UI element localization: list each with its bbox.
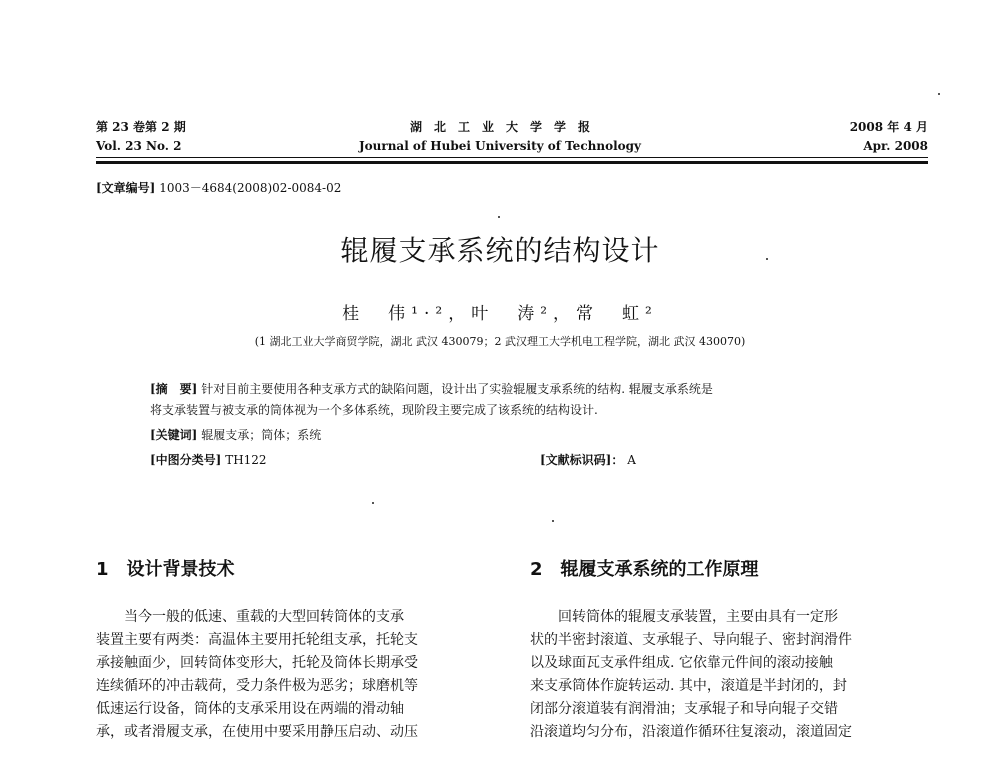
scan-speck <box>766 258 768 260</box>
scan-speck <box>938 93 940 95</box>
section-2-line: 回转筒体的辊履支承装置，主要由具有一定形 <box>530 609 838 625</box>
keywords <box>150 426 321 444</box>
scan-speck <box>552 520 554 522</box>
section-2-line: 以及球面瓦支承件组成. 它依靠元件间的滚动接触 <box>530 655 833 671</box>
keywords-label: [关键词] <box>150 428 198 442</box>
section-2-line: 闭部分滚道装有润滑油；支承辊子和导向辊子交错 <box>530 701 838 717</box>
clc-number <box>150 451 267 469</box>
document-code-label: [文献标识码]： <box>540 453 624 467</box>
section-2-line: 沿滚道均匀分布，沿滚道作循环往复滚动，滚道固定 <box>530 724 852 740</box>
section-1-line: 装置主要有两类：高温体主要用托轮组支承，托轮支 <box>96 632 418 648</box>
section-1-heading: 1 设计背景技术 <box>96 559 235 580</box>
document-code <box>540 451 636 469</box>
paper-title: 辊履支承系统的结构设计 <box>340 234 660 267</box>
section-1-line: 承，或者滑履支承，在使用中要采用静压启动、动压 <box>96 724 418 740</box>
article-number-label: [文章编号] <box>96 181 156 195</box>
section-1-line: 承接触面少，回转筒体变形大，托轮及筒体长期承受 <box>96 655 418 671</box>
section-2-heading: 2 辊履支承系统的工作原理 <box>530 559 759 580</box>
abstract-label: [摘 要] <box>150 382 198 396</box>
clc-label: [中图分类号] <box>150 453 222 467</box>
header-volume-en: Vol. 23 No. 2 <box>96 139 182 153</box>
section-2-line: 来支承筒体作旋转运动. 其中，滚道是半封闭的，封 <box>530 678 847 694</box>
article-number-value: 1003－4684(2008)02-0084-02 <box>159 181 342 195</box>
section-1-body <box>96 606 506 760</box>
header-date-cn: 2008 年 4 月 <box>849 120 928 134</box>
paper-affiliation: (1 湖北工业大学商贸学院，湖北 武汉 430079；2 武汉理工大学机电工程学院，湖北 武汉 430070) <box>254 335 746 348</box>
paper-authors: 桂 伟¹·²，叶 涛²，常 虹² <box>342 304 658 324</box>
clc-value: TH122 <box>225 453 267 467</box>
header-journal-cn: 湖 北 工 业 大 学 学 报 <box>409 120 590 134</box>
section-1-line: 连续循环的冲击载荷，受力条件极为恶劣；球磨机等 <box>96 678 418 694</box>
scan-speck <box>498 216 500 218</box>
section-2-line: 状的半密封滚道、支承辊子、导向辊子、密封润滑件 <box>530 632 852 648</box>
section-1-line: 低速运行设备，筒体的支承采用设在两端的滑动轴 <box>96 701 404 717</box>
section-2-body <box>530 606 940 760</box>
abstract-line-1 <box>150 380 713 398</box>
section-1-line: 当今一般的低速、重载的大型回转筒体的支承 <box>96 609 404 625</box>
document-code-value: A <box>627 453 636 467</box>
scan-speck <box>372 502 374 504</box>
article-number <box>96 179 341 196</box>
header-rule-thin <box>96 157 928 158</box>
header-journal-en: Journal of Hubei University of Technology <box>358 139 642 153</box>
abstract-text-1: 针对目前主要使用各种支承方式的缺陷问题，设计出了实验辊履支承系统的结构. 辊履支承系统是 <box>201 382 713 396</box>
keywords-value: 辊履支承；筒体；系统 <box>201 428 322 442</box>
header-rule-thick <box>96 161 928 164</box>
header-volume-cn: 第 23 卷第 2 期 <box>96 120 186 134</box>
header-date-en: Apr. 2008 <box>863 139 928 153</box>
abstract-text-2: 将支承装置与被支承的筒体视为一个多体系统，现阶段主要完成了该系统的结构设计. <box>150 403 598 417</box>
